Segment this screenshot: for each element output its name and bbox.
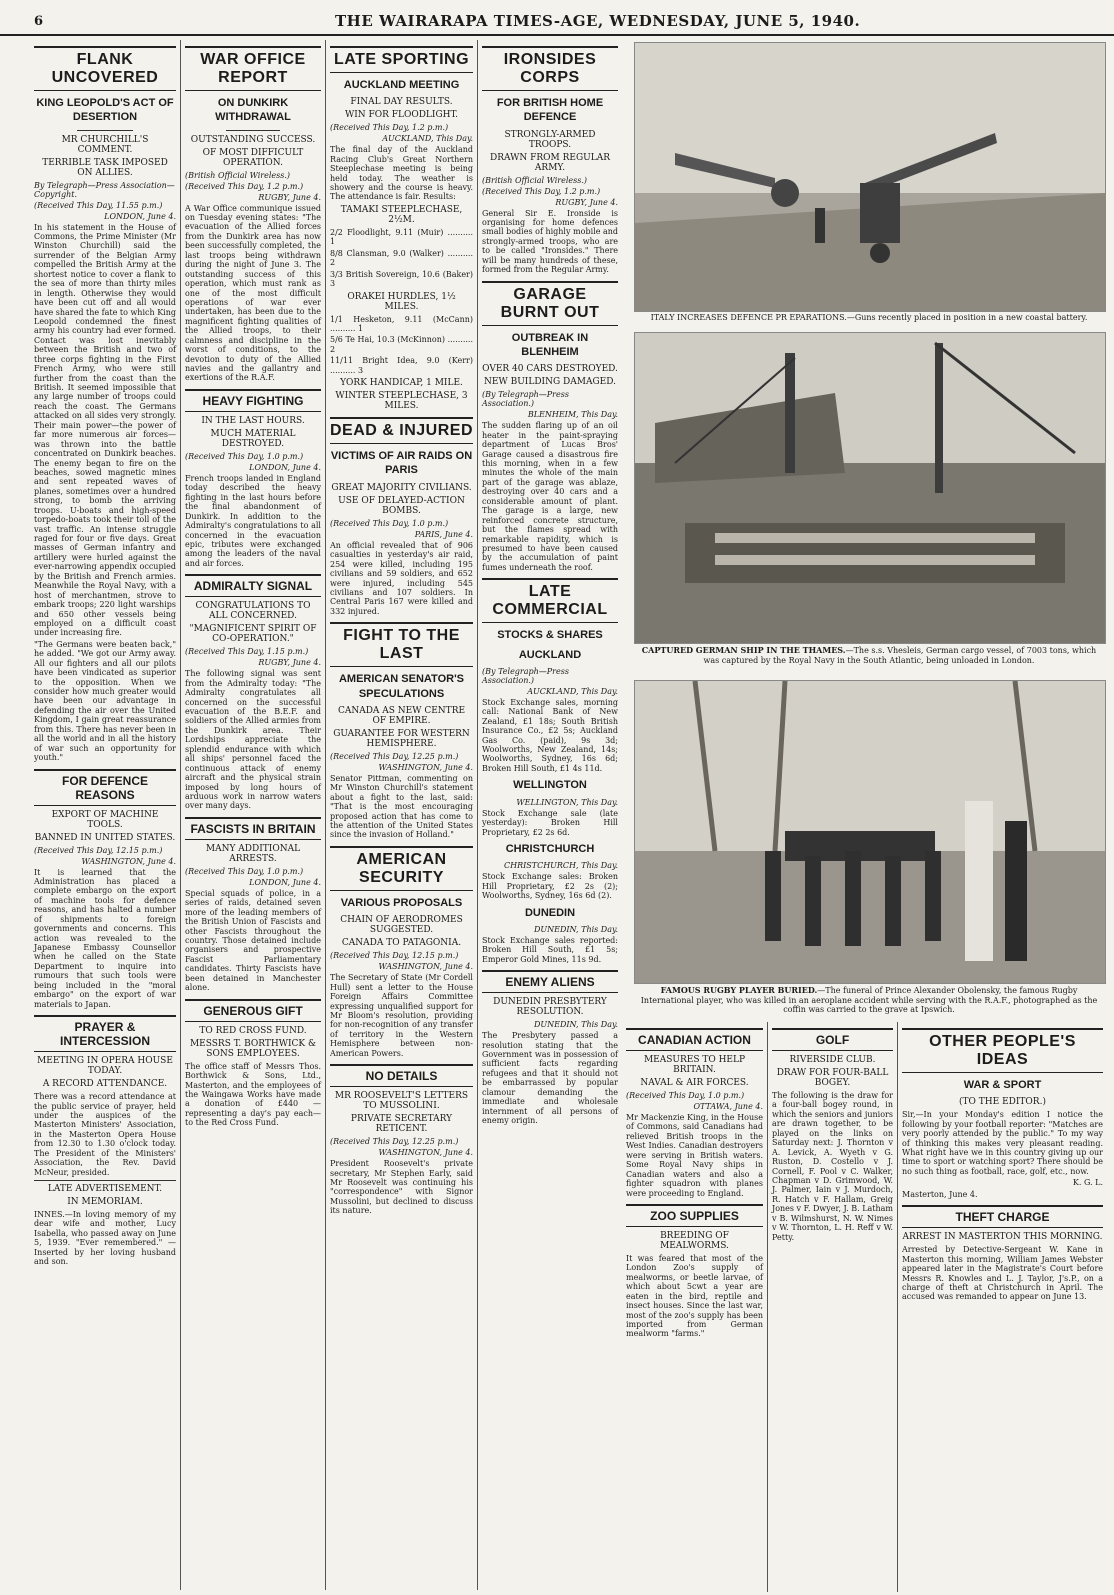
subhead: ON DUNKIRK WITHDRAWAL [215, 97, 291, 124]
in-memoriam: IN MEMORIAM. [67, 1197, 143, 1208]
subhead: VICTIMS OF AIR RAIDS ON PARIS [330, 450, 473, 477]
received-time: (Received This Day, 11.55 p.m.) [34, 200, 163, 210]
column-4 [477, 40, 622, 1590]
headline-flank-uncovered: FLANK UNCOVERED [34, 46, 176, 91]
column-2 [180, 40, 325, 1590]
late-advertisement: LATE ADVERTISEMENT. [34, 1180, 176, 1194]
article-body: The Secretary of State (Mr Cordell Hull) sent a letter to the House Foreign Affairs Committee expressing unqualified support for Mr Bloom's resolution, providing for non-recognition of any transfer of territory in the Western Hemisphere between non-American Powers. [330, 973, 473, 1058]
subhead: CANADA AS NEW CENTRE OF EMPIRE. [337, 705, 466, 726]
received-time: (Received This Day, 1.0 p.m.) [330, 518, 449, 528]
received-time: (Received This Day, 1.2 p.m.) [330, 123, 449, 133]
dateline: WASHINGTON, June 4. [378, 962, 473, 972]
byline: (British Official Wireless.) [185, 170, 291, 180]
dateline: WASHINGTON, June 4. [81, 856, 176, 866]
column-6 [767, 1022, 897, 1592]
dateline: DUNEDIN, This Day. [533, 924, 618, 934]
article-body: Stock Exchange sale (late yesterday): Broken Hill Proprietary, £2 2s 6d. [482, 808, 618, 837]
race-result: 2/2 Floodlight, 9.11 (Muir) .......... 1 [330, 227, 473, 247]
article-body: It was feared that most of the London Zoo's supply of mealworms, or beetle larvae, of which about 5cwt a year are eaten in the bird, reptile and insect houses. Since the last war, most of the zoo's supply has been imported from German mealworm "farms." [626, 1253, 763, 1339]
dateline: DUNEDIN, This Day. [533, 1020, 618, 1030]
caption-text: —The funeral of Prince Alexander Obolensky, the famous Rugby International player, who was killed in an aeroplane accident while serving with the R.A.F., photographed as the coffin was carried to the grave at Ipswich. [640, 986, 1098, 1015]
subhead: MR CHURCHILL'S COMMENT. [61, 134, 149, 155]
subhead: PRIVATE SECRETARY RETICENT. [350, 1114, 453, 1135]
subhead: GREAT MAJORITY CIVILIANS. [331, 482, 472, 493]
race-title: WINTER STEEPLECHASE, 3 MILES. [335, 391, 468, 412]
article-body: French troops landed in England today described the heavy fighting in the last hours before the final abandonment of Dunkirk. In addition to the Admiralty's congratulations to all concerned in the evacuation epic, tributes were exchanged among the leaders of the naval and air forces. [185, 473, 321, 568]
article-body: President Roosevelt's private secretary, Mr Stephen Early, said Mr Roosevelt was continuing his "correspondence" with Signor Mussolini, but declined to discuss its nature. [330, 1159, 473, 1216]
photo-coastal-battery-image [635, 43, 1105, 311]
article-body: Stock Exchange sales, morning call: National Bank of New Zealand, £1 18s; South British Insurance Co., £2 5s; Auckland Gas Co. (paid), 9s 3d; Woolworths, New Zealand, 14s; Woolworths, Sydney, 16s 6d; Broken Hill South, £1 4s 11d. [482, 697, 618, 773]
article-body: The Presbytery passed a resolution stating that the Government was in possession of sufficient facts regarding refugees and that it should not be embarrassed by popular clamour demanding the immediate and wholesale internment of all persons of enemy origin. [482, 1031, 618, 1126]
article-body: Stock Exchange sales reported: Broken Hill South, £1 5s; Emperor Gold Mines, 11s 9d. [482, 935, 618, 964]
subhead: CHAIN OF AERODROMES SUGGESTED. [340, 915, 463, 936]
article-body: The office staff of Messrs Thos. Borthwick & Sons, Ltd., Masterton, and the employees of the Waingawa Works have made a donation of £440 —representing a day's pay each—to the Red Cross Fund. [185, 1061, 321, 1128]
dateline: AUCKLAND, This Day. [382, 134, 473, 144]
subhead: TO RED CROSS FUND. [199, 1025, 307, 1036]
newspaper-title: THE WAIRARAPA TIMES-AGE, WEDNESDAY, JUNE 5, 1940. [335, 12, 861, 30]
subhead: WIN FOR FLOODLIGHT. [344, 110, 459, 121]
dateline: PARIS, June 4. [414, 529, 473, 539]
subhead: VARIOUS PROPOSALS [340, 896, 463, 909]
photo-coastal-battery [634, 42, 1106, 312]
article-body: A War Office communique issued on Tuesday evening states: "The evacuation of the Allied forces from the Dunkirk area has now been successfully completed, the last troops being withdrawn during the night of June 3. The outstanding success of this operation, which must rank as one of the most difficult operations of war ever undertaken, has been due to the magnificent fighting qualities of the Allied troops, to their calmness and discipline in the worst of conditions, to the devotion to duty of the Allied navies and the gallantry and exertions of the R.A.F. [185, 203, 321, 383]
subhead: WAR & SPORT [963, 1079, 1042, 1091]
race-result: 5/6 Te Hai, 10.3 (McKinnon) .......... 2 [330, 335, 473, 354]
subhead: EXPORT OF MACHINE TOOLS. [51, 809, 159, 830]
subhead: RIVERSIDE CLUB. [789, 1055, 876, 1065]
subhead: MR ROOSEVELT'S LETTERS TO MUSSOLINI. [334, 1091, 469, 1112]
subhead: CHRISTCHURCH [505, 842, 595, 855]
letter-body: Sir,—In your Monday's edition I notice the following by your football reporter: "Matches are very poorly attended by the public." To my way of thinking this makes very pleasant reading. What right have we in this country giving up our time to sport or watching sport? There should be no such thing as football, race, golf, etc., now. [902, 1110, 1103, 1176]
subhead: OVER 40 CARS DESTROYED. [482, 364, 618, 375]
received-time: (Received This Day, 12.15 p.m.) [34, 845, 163, 855]
subhead: DUNEDIN PRESBYTERY RESOLUTION. [493, 997, 607, 1018]
subhead: USE OF DELAYED-ACTION BOMBS. [338, 495, 465, 516]
photo-captured-ship-image [635, 333, 1105, 643]
subhead: GUARANTEE FOR WESTERN HEMISPHERE. [333, 728, 470, 749]
race-result: 1/1 Hesketon, 9.11 (McCann) .......... 1 [330, 314, 473, 333]
received-time: (Received This Day, 12.25 p.m.) [330, 751, 459, 761]
subhead: TERRIBLE TASK IMPOSED ON ALLIES. [42, 157, 168, 178]
article-body: Senator Pittman, commenting on Mr Winston Churchill's statement about a fight to the last, said: "That is the most encouraging proposed action that has come to the attention of the United States since the invasion of Holland." [330, 773, 473, 840]
subhead: A RECORD ATTENDANCE. [42, 1079, 168, 1090]
caption-bold: CAPTURED GERMAN SHIP IN THE THAMES. [641, 645, 846, 655]
photo-captured-ship [634, 332, 1106, 644]
received-time: (Received This Day, 1.2 p.m.) [482, 186, 601, 196]
divider [77, 130, 134, 131]
letter-signature: K. G. L. [1072, 1178, 1103, 1188]
headline-fascists: FASCISTS IN BRITAIN [185, 817, 321, 840]
article-body: The following signal was sent from the Admiralty today: "The Admiralty congratulates all concerned on the successful evacuation of the B.E.F. and soldiers of the Allied armies from the Dunkirk area. Their Lordships appreciate the splendid endurance with which all ships' personnel faced the continuous attack of enemy aircraft and the physical strain imposed by long hours of arduous work in narrow waters over many days. [185, 669, 321, 811]
byline: By Telegraph—Press Association—Copyright. [34, 180, 175, 199]
headline-american-security: AMERICAN SECURITY [330, 846, 473, 891]
headline-theft-charge: THEFT CHARGE [902, 1205, 1103, 1228]
received-time: (Received This Day, 1.0 p.m.) [185, 866, 304, 876]
subhead: OUTBREAK IN BLENHEIM [511, 331, 589, 358]
race-title: YORK HANDICAP, 1 MILE. [340, 378, 463, 389]
dateline: CHRISTCHURCH, This Day. [503, 861, 618, 871]
subhead: MEETING IN OPERA HOUSE TODAY. [37, 1056, 173, 1077]
article-body: Mr Mackenzie King, in the House of Commons, said Canadians had relieved British troops in the West Indies. Canadian destroyers were serving in British waters. Some Royal Navy ships in Canadian waters and also a fighter squadron with planes were proceeding to England. [626, 1113, 763, 1198]
received-time: (Received This Day, 1.2 p.m.) [185, 181, 304, 191]
subhead: FINAL DAY RESULTS. [350, 97, 453, 108]
subhead: DRAWN FROM REGULAR ARMY. [490, 152, 610, 173]
subhead: AUCKLAND [518, 648, 582, 661]
letter-place-date: Masterton, June 4. [902, 1189, 978, 1199]
headline-late-commercial: LATE COMMERCIAL [482, 578, 618, 623]
dateline: BLENHEIM, This Day. [527, 410, 618, 420]
subhead: AMERICAN SENATOR'S SPECULATIONS [338, 673, 465, 700]
subhead: MANY ADDITIONAL ARRESTS. [205, 843, 301, 864]
headline-enemy-aliens: ENEMY ALIENS [482, 970, 618, 993]
column-3 [325, 40, 477, 1590]
dateline: LONDON, June 4. [104, 211, 176, 221]
subhead: DRAW FOR FOUR-BALL BOGEY. [776, 1068, 889, 1088]
received-time: (Received This Day, 1.0 p.m.) [626, 1091, 745, 1100]
article-body: Stock Exchange sales: Broken Hill Proprietary, £2 2s (2); Woolworths, Sydney, 16s 6d (2). [482, 872, 618, 901]
subhead: MUCH MATERIAL DESTROYED. [210, 428, 296, 449]
subhead: CONGRATULATIONS TO ALL CONCERNED. [195, 601, 311, 622]
headline-zoo-supplies: ZOO SUPPLIES [626, 1204, 763, 1227]
headline-prayer: PRAYER & INTERCESSION [34, 1015, 176, 1052]
headline-other-peoples-ideas: OTHER PEOPLE'S IDEAS [902, 1028, 1103, 1073]
subhead: MESSRS T. BORTHWICK & SONS EMPLOYEES. [189, 1038, 317, 1059]
subhead: "MAGNIFICENT SPIRIT OF CO-OPERATION." [189, 624, 317, 645]
dateline: WASHINGTON, June 4. [378, 1148, 473, 1158]
received-time: (Received This Day, 1.15 p.m.) [185, 647, 309, 657]
headline-war-office: WAR OFFICE REPORT [185, 46, 321, 91]
headline-ironsides: IRONSIDES CORPS [482, 46, 618, 91]
headline-fight-to-last: FIGHT TO THE LAST [330, 622, 473, 667]
memoriam-text: INNES.—In loving memory of my dear wife and mother, Lucy Isabella, who passed away on June 5, 1939. "Ever remembered." —Inserted by her loving husband and son. [34, 1210, 176, 1267]
subhead: BANNED IN UNITED STATES. [34, 832, 176, 843]
article-body: General Sir E. Ironside is organising for home defences small bodies of highly mobile and strongly-armed troops, who are to be called "Ironsides." There will be many hundreds of these, formed from the Regular Army. [482, 208, 619, 275]
article-body: In his statement in the House of Commons, the Prime Minister (Mr Winston Churchill) said the surrender of the Belgian Army compelled the British Army at the shortest notice to cover a flank to the sea of more than thirty miles in length. Otherwise they would have been cut off and all would have shared the fate to which King Leopold condemned the finest army his country had ever formed. Contact was lost inevitably between the British and two of three corps fighting in the First French Army, who were still further from the coast than the British. It seemed impossible that any large number of troops could reach the coast. The Germans attacked on all sides very strongly. Their main power—the power of far more numerous air forces—was thrown into the battle concentrated on Dunkirk beaches. The enemy began to fire on the beaches, sowed magnetic mines and sent repeated waves of planes, sometimes over a hundred strong, to bomb the arriving troops. U-boats and high-speed torpedo-boats took their toll of the vast traffic. An intense struggle raged for four or five days. Great masses of German infantry and artillery were hurled against the ever-narrowing appendix occupied by the British and French armies. Meanwhile the Royal Navy, with a host of merchantmen, strove to embark troops; 220 light warships and 650 other vessels being employed on a difficult coast under increasing fire. [34, 222, 176, 638]
headline-admiralty-signal: ADMIRALTY SIGNAL [185, 574, 321, 597]
received-time: (Received This Day, 12.15 p.m.) [330, 951, 459, 961]
headline-garage-burnt: GARAGE BURNT OUT [482, 281, 618, 326]
column-7 [897, 1022, 1107, 1592]
dateline: AUCKLAND, This Day. [527, 686, 618, 696]
caption-coastal-battery: ITALY INCREASES DEFENCE PR EPARATIONS.—Guns recently placed in position in a new coastal battery. [650, 313, 1088, 322]
article-body: An official revealed that of 906 casualties in yesterday's air raid, 254 were killed, including 195 civilians and 59 soldiers, and 652 were injured, including 545 civilians and 107 soldiers. In Central Paris 167 were killed and 332 injured. [330, 540, 473, 616]
dateline: WELLINGTON, This Day. [516, 797, 618, 807]
subhead: MEASURES TO HELP BRITAIN. [643, 1055, 746, 1075]
subhead: KING LEOPOLD'S ACT OF DESERTION [36, 97, 174, 124]
received-time: (Received This Day, 1.0 p.m.) [185, 451, 304, 461]
subhead: CANADA TO PATAGONIA. [341, 938, 462, 949]
caption-captured-ship [634, 646, 1104, 665]
dateline: RUGBY, June 4. [258, 658, 321, 668]
photo-rugby-funeral-image [635, 681, 1105, 983]
race-result: 3/3 British Sovereign, 10.6 (Baker) 3 [330, 269, 473, 289]
headline-heavy-fighting: HEAVY FIGHTING [185, 389, 321, 412]
race-title: TAMAKI STEEPLECHASE, 2½M. [340, 204, 463, 225]
article-body: The final day of the Auckland Racing Club's Great Northern Steeplechase meeting is being held today. The weather is showery and the course is heavy. The attendance is fair. Results: [330, 145, 473, 202]
headline-dead-injured: DEAD & INJURED [330, 417, 473, 444]
byline: (By Telegraph—Press Association.) [482, 666, 569, 685]
masthead [0, 0, 1114, 36]
headline-canadian-action: CANADIAN ACTION [626, 1028, 763, 1051]
subhead: OUTSTANDING SUCCESS. [190, 134, 316, 145]
dateline: WASHINGTON, June 4. [378, 762, 473, 772]
caption-rugby-funeral [634, 986, 1104, 1015]
article-body: "The Germans were beaten back," he added. "We got our Army away. All our fighters and all our pilots have been vindicated as superior to the opposition. When we consider how much greater would have been our advantage in defending the air over the United Kingdom, I gain great reassurance from this. There has never been in all the world and in all the history of war such an opportunity for youth." [34, 639, 176, 763]
caption-text: —The s.s. Vhesleis, German cargo vessel, of 7003 tons, which was captured by the Royal Navy in the South Atlantic, being unloaded in London. [703, 646, 1097, 665]
headline-defence-reasons: FOR DEFENCE REASONS [34, 769, 176, 806]
subhead: BREEDING OF MEALWORMS. [660, 1230, 729, 1251]
received-time: (Received This Day, 12.25 p.m.) [330, 1137, 459, 1147]
subhead: DUNEDIN [524, 906, 576, 919]
subhead: FOR BRITISH HOME DEFENCE [496, 97, 604, 124]
dateline: RUGBY, June 4. [555, 197, 618, 207]
subhead: NAVAL & AIR FORCES. [640, 1078, 749, 1088]
subhead: WELLINGTON [513, 779, 587, 792]
article-body: Special squads of police, in a series of raids, detained seven more of the leading members of the British Union of Fascists and other Fascists throughout the country. Those detained include organisers and prospective Fascist Parliamentary candidates. Thirty Fascists have been detained in Manchester alone. [185, 888, 321, 993]
article-body: The sudden flaring up of an oil heater in the paint-spraying department of Lucas Bros' Garage caused a disastrous fire this morning, when in a few minutes the whole of the main part of the garage was ablaze, destroying over 40 cars and a considerable amount of plant. The garage is a large, new reinforced concrete structure, but the flames spread with remarkable rapidity, which is presumed to have been caused by the accumulation of paint fumes underneath the roof. [482, 421, 618, 572]
dateline: OTTAWA, June 4. [693, 1102, 763, 1111]
page-number: 6 [34, 14, 44, 29]
column-5 [622, 1022, 767, 1592]
divider [226, 130, 280, 131]
photo-rugby-funeral [634, 680, 1106, 984]
column-1 [30, 40, 180, 1590]
subhead: IN THE LAST HOURS. [201, 415, 305, 426]
headline-golf: GOLF [772, 1028, 893, 1051]
dateline: LONDON, June 4. [249, 877, 321, 887]
subhead: OF MOST DIFFICULT OPERATION. [202, 147, 304, 168]
byline: (By Telegraph—Press Association.) [482, 390, 569, 409]
dateline: RUGBY, June 4. [258, 192, 321, 202]
dateline: LONDON, June 4. [249, 462, 321, 472]
subhead: STOCKS & SHARES [497, 629, 603, 642]
article-body: Arrested by Detective-Sergeant W. Kane in Masterton this morning, William James Webster appeared later in the Magistrate's Court before Messrs R. Knowles and L. J. Taylor, J's.P., on a charge of theft at Christchurch in April. The accused was remanded to appear on June 13. [902, 1245, 1103, 1302]
article-body: There was a record attendance at the public service of prayer, held under the auspices of the Masterton Ministers' Association, in the Masterton Opera House from 12.30 to 1.30 o'clock today. The President of the Ministers' Association, the Rev. David McNeur, presided. [34, 1092, 176, 1177]
article-body: The following is the draw for a four-ball bogey round, in which the seniors and juniors are drawn together, to be played on the links on Saturday next: J. Thornton v A. Levick, A. Wyeth v G. Ruston, D. Costello v J. Cornell, F. Pool v C. Walker, Chapman v D. Grimwood, W. J. Palmer, Iain v J. Murdoch, R. Hatch v F. Hallam, Greig Jones v F. Dwyer, J. B. Latham v B. Wilmshurst, N. W. Nimes v W. Thornton, L. H. Reff v W. Petty. [772, 1091, 893, 1242]
headline-late-sporting: LATE SPORTING [330, 46, 473, 73]
race-result: 11/11 Bright Idea, 9.0 (Kerr) .......... 3 [330, 356, 473, 375]
byline: (British Official Wireless.) [482, 175, 588, 185]
headline-no-details: NO DETAILS [330, 1064, 473, 1087]
article-body: It is learned that the Administration has placed a complete embargo on the export of machine tools for defence reasons, and has halted a number of shipments to foreign governments and concerns. This action was revealed to the Japanese Embassy Counsellor when he called on the State Department to inquire into rumours that such tools were being included in the "moral embargo" on the export of war materials to Japan. [34, 867, 176, 1009]
subhead: AUCKLAND MEETING [343, 79, 460, 91]
race-result: 8/8 Clansman, 9.0 (Walker) .......... 2 [330, 248, 473, 268]
subhead: NEW BUILDING DAMAGED. [484, 377, 616, 388]
subhead: (TO THE EDITOR.) [959, 1097, 1046, 1108]
headline-generous-gift: GENEROUS GIFT [185, 999, 321, 1022]
caption-bold: FAMOUS RUGBY PLAYER BURIED. [660, 985, 818, 995]
subhead: ARREST IN MASTERTON THIS MORNING. [902, 1232, 1103, 1243]
subhead: STRONGLY-ARMED TROOPS. [504, 129, 596, 150]
race-title: ORAKEI HURDLES, 1½ MILES. [347, 291, 456, 312]
